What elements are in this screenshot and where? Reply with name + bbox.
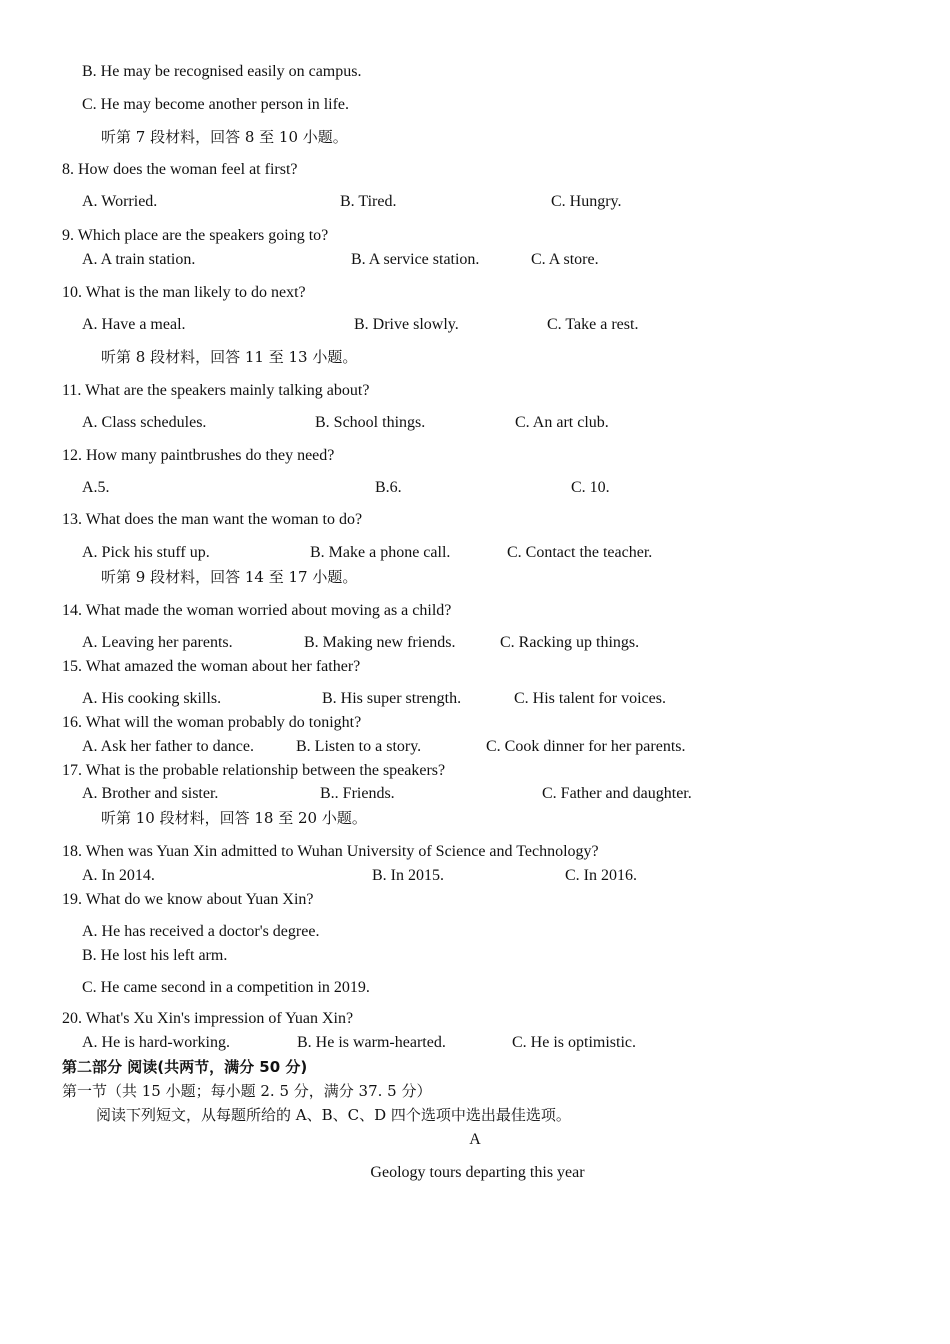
q11-stem: 11. What are the speakers mainly talking about? <box>62 382 370 399</box>
q18-option-a: A. In 2014. <box>82 867 155 884</box>
q15-option-a: A. His cooking skills. <box>82 690 222 707</box>
q14-stem: 14. What made the woman worried about moving as a child? <box>62 602 452 619</box>
q8-option-a: A. Worried. <box>82 193 158 210</box>
q10-option-c: C. Take a rest. <box>547 316 639 333</box>
q11-option-a: A. Class schedules. <box>82 414 207 431</box>
section7-intro: 听第 7 段材料，回答 8 至 10 小题。 <box>101 128 348 146</box>
q19-option-b: B. He lost his left arm. <box>82 947 228 964</box>
q20-stem: 20. What's Xu Xin's impression of Yuan Xin? <box>62 1010 354 1027</box>
q20-option-c: C. He is optimistic. <box>512 1034 636 1051</box>
q12-option-c: C. 10. <box>571 479 610 496</box>
part2-heading: 第二部分 阅读(共两节，满分 50 分) <box>62 1058 308 1076</box>
q20-option-b: B. He is warm-hearted. <box>297 1034 446 1051</box>
q17-option-b: B.. Friends. <box>320 785 395 802</box>
q17-stem: 17. What is the probable relationship between the speakers? <box>62 762 446 779</box>
q16-stem: 16. What will the woman probably do tonight? <box>62 714 362 731</box>
q13-option-c: C. Contact the teacher. <box>507 544 653 561</box>
q14-option-b: B. Making new friends. <box>304 634 456 651</box>
section10-intro: 听第 10 段材料，回答 18 至 20 小题。 <box>101 809 367 827</box>
section8-intro: 听第 8 段材料，回答 11 至 13 小题。 <box>101 348 358 366</box>
section9-intro: 听第 9 段材料，回答 14 至 17 小题。 <box>101 568 358 586</box>
q19-stem: 19. What do we know about Yuan Xin? <box>62 891 314 908</box>
q17-option-a: A. Brother and sister. <box>82 785 219 802</box>
passage-label: A <box>469 1131 481 1148</box>
q18-stem: 18. When was Yuan Xin admitted to Wuhan University of Science and Technology? <box>62 843 599 860</box>
q10-stem: 10. What is the man likely to do next? <box>62 284 306 301</box>
q11-option-c: C. An art club. <box>515 414 609 431</box>
q17-option-c: C. Father and daughter. <box>542 785 692 802</box>
q16-option-a: A. Ask her father to dance. <box>82 738 254 755</box>
q13-option-a: A. Pick his stuff up. <box>82 544 210 561</box>
q8-stem: 8. How does the woman feel at first? <box>62 161 298 178</box>
q12-option-a: A.5. <box>82 479 110 496</box>
q19-option-c: C. He came second in a competition in 2019. <box>82 979 370 996</box>
q14-option-c: C. Racking up things. <box>500 634 640 651</box>
q11-option-b: B. School things. <box>315 414 426 431</box>
q15-option-c: C. His talent for voices. <box>514 690 666 707</box>
q16-option-c: C. Cook dinner for her parents. <box>486 738 686 755</box>
passage-title: Geology tours departing this year <box>370 1164 585 1181</box>
q16-option-b: B. Listen to a story. <box>296 738 422 755</box>
q10-option-b: B. Drive slowly. <box>354 316 459 333</box>
q19-option-a: A. He has received a doctor's degree. <box>82 923 320 940</box>
q12-option-b: B.6. <box>375 479 402 496</box>
q7-option-c: C. He may become another person in life. <box>82 96 350 113</box>
q14-option-a: A. Leaving her parents. <box>82 634 233 651</box>
q13-option-b: B. Make a phone call. <box>310 544 451 561</box>
q7-option-b: B. He may be recognised easily on campus. <box>82 63 362 80</box>
q15-stem: 15. What amazed the woman about her father? <box>62 658 361 675</box>
section1-info: 第一节（共 15 小题；每小题 2. 5 分，满分 37. 5 分） <box>62 1082 432 1100</box>
q15-option-b: B. His super strength. <box>322 690 462 707</box>
q12-stem: 12. How many paintbrushes do they need? <box>62 447 335 464</box>
q9-option-a: A. A train station. <box>82 251 196 268</box>
q8-option-c: C. Hungry. <box>551 193 622 210</box>
q18-option-b: B. In 2015. <box>372 867 444 884</box>
q9-option-b: B. A service station. <box>351 251 480 268</box>
q13-stem: 13. What does the man want the woman to do? <box>62 511 363 528</box>
q18-option-c: C. In 2016. <box>565 867 637 884</box>
q9-stem: 9. Which place are the speakers going to? <box>62 227 329 244</box>
reading-instruction: 阅读下列短文，从每题所给的 A、B、C、D 四个选项中选出最佳选项。 <box>96 1106 571 1124</box>
q9-option-c: C. A store. <box>531 251 599 268</box>
q10-option-a: A. Have a meal. <box>82 316 186 333</box>
q8-option-b: B. Tired. <box>340 193 397 210</box>
q20-option-a: A. He is hard-working. <box>82 1034 230 1051</box>
